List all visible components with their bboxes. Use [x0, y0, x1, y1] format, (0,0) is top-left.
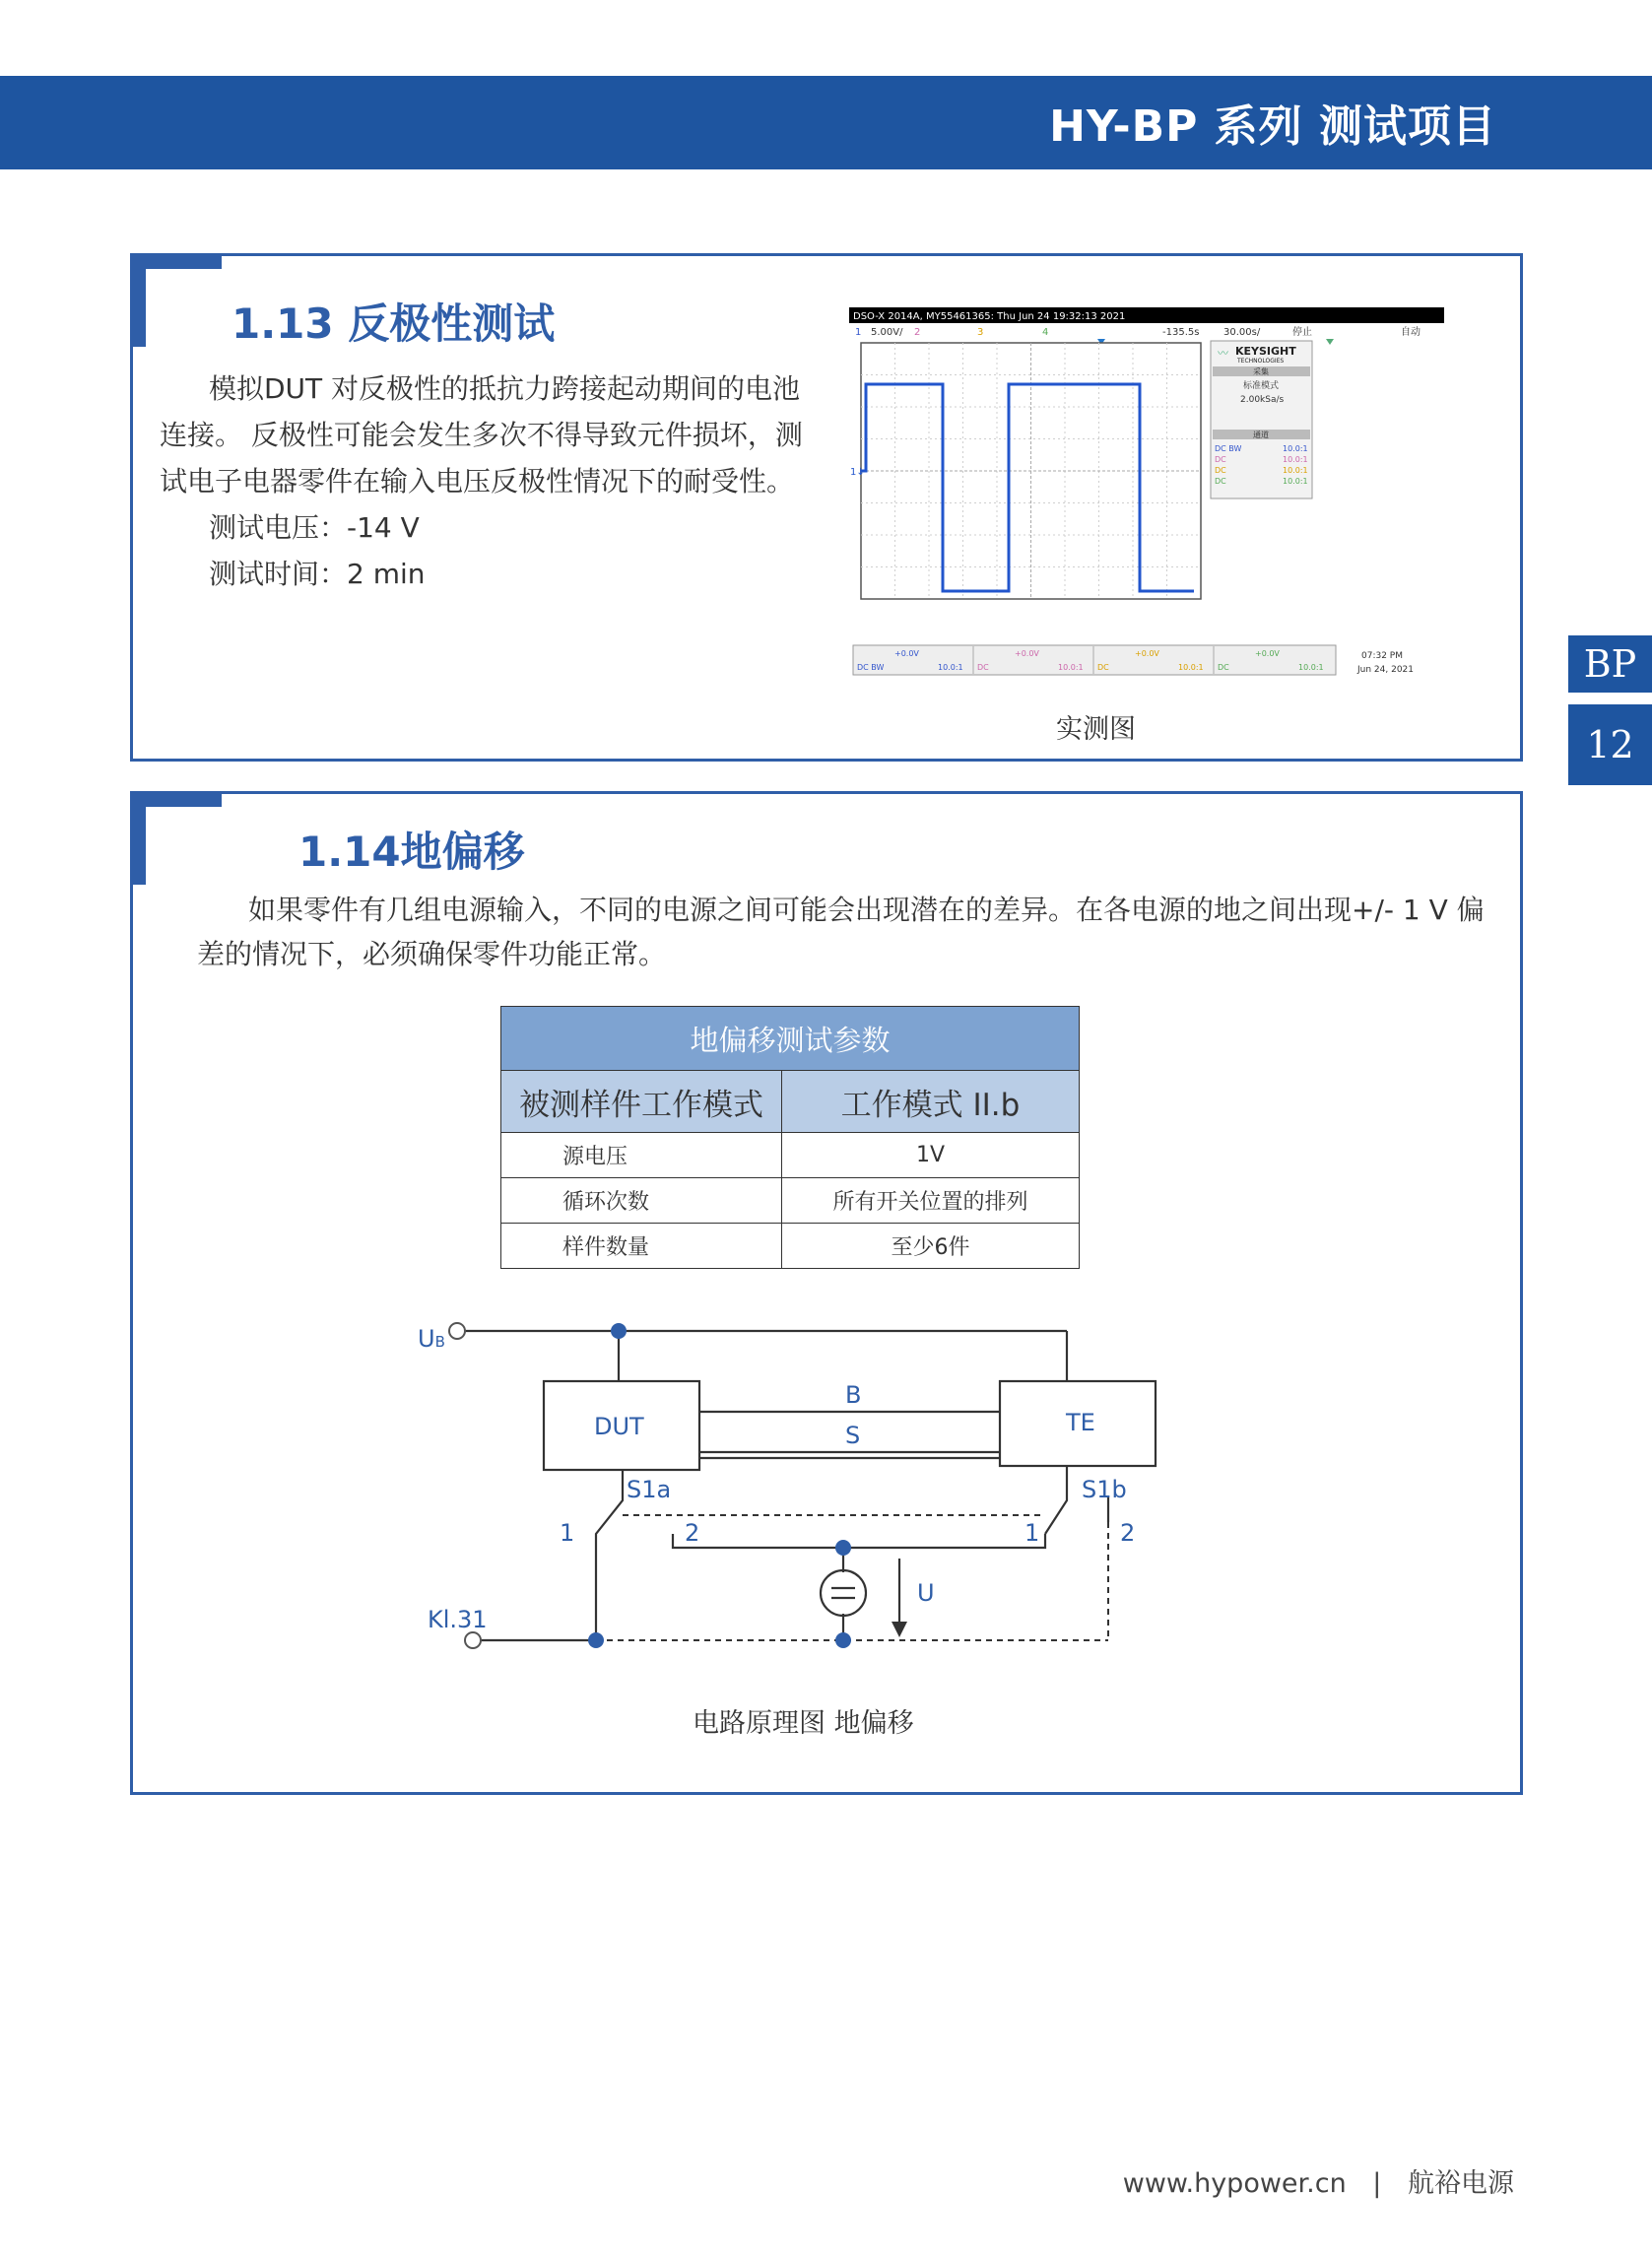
scope-ch2: 2 — [914, 327, 921, 338]
table-head-right: 工作模式 II.b — [782, 1071, 1080, 1133]
table-row-label: 源电压 — [501, 1133, 782, 1178]
table-row — [501, 1224, 1080, 1269]
node-kl31 — [588, 1632, 604, 1648]
scope-volts-div: 5.00V/ — [871, 327, 903, 338]
scope-channel-ratio: 10.0:1 — [1283, 455, 1308, 464]
scope-clock-time: 07:32 PM — [1361, 651, 1403, 661]
scope-channel-coupling: DC BW — [1215, 444, 1242, 453]
scope-side-panel — [1211, 341, 1312, 498]
oscilloscope-screenshot — [849, 305, 1444, 685]
test-time: 测试时间：2 min — [209, 558, 426, 590]
footer-website[interactable]: www.hypower.cn — [1122, 2168, 1347, 2199]
scope-bottom-offset: +0.0V — [1015, 649, 1039, 658]
section2-title: 1.14地偏移 — [298, 828, 525, 876]
b-label: B — [845, 1381, 862, 1409]
scope-ch3: 3 — [977, 327, 984, 338]
switch-s1a-1 — [596, 1470, 623, 1640]
u-arrow-head-icon — [892, 1622, 907, 1637]
ub-label: UB — [418, 1325, 445, 1353]
kl31-terminal — [465, 1632, 481, 1648]
scope-run-state: 停止 — [1292, 327, 1312, 338]
footer — [1123, 2161, 1514, 2200]
table-row-label: 样件数量 — [501, 1224, 782, 1269]
node-1-right-label: 1 — [1024, 1519, 1040, 1547]
node-source-top — [835, 1540, 851, 1556]
node-2-right-label: 2 — [1120, 1519, 1136, 1547]
scope-brand: KEYSIGHT — [1235, 345, 1296, 358]
header-title: HY-BP 系列 测试项目 — [1049, 101, 1496, 152]
dut-label: DUT — [594, 1413, 644, 1440]
section1-corner-left — [130, 253, 146, 347]
node-1-left-label: 1 — [560, 1519, 575, 1547]
table-row — [501, 1133, 1080, 1178]
scope-channels-label: 通道 — [1253, 431, 1269, 439]
keysight-logo-icon: 〰 — [1218, 347, 1228, 360]
u-label: U — [917, 1579, 935, 1607]
section2-caption: 电路原理图 地偏移 — [693, 1708, 914, 1739]
scope-bottom-coupling: DC — [977, 663, 989, 672]
scope-brand-sub: TECHNOLOGIES — [1237, 358, 1285, 365]
ground-offset-params-table — [500, 1006, 1080, 1269]
table-row-value: 所有开关位置的排列 — [782, 1178, 1080, 1224]
scope-acq-mode: 标准模式 — [1243, 381, 1280, 391]
node-dut-supply — [611, 1323, 627, 1339]
section1-line-1: 模拟DUT 对反极性的抵抗力跨接起动期间的电池 — [209, 372, 801, 405]
scope-bottom-coupling: DC — [1097, 663, 1109, 672]
scope-acq-label: 采集 — [1253, 367, 1269, 376]
side-tab-series: BP — [1568, 635, 1652, 693]
node-source-bottom — [835, 1632, 851, 1648]
test-voltage: 测试电压：-14 V — [209, 511, 420, 544]
scope-trigger-mode: 自动 — [1401, 327, 1421, 338]
table-title: 地偏移测试参数 — [501, 1007, 1080, 1071]
section1-title: 1.13 反极性测试 — [231, 299, 556, 348]
scope-sample-rate: 2.00kSa/s — [1240, 395, 1285, 405]
section1-line-2: 连接。 反极性可能会发生多次不得导致元件损坏，测 — [160, 419, 803, 451]
scope-channel-coupling: DC — [1215, 455, 1226, 464]
voltage-source-icon — [821, 1570, 866, 1616]
scope-header-text: DSO-X 2014A, MY55461365: Thu Jun 24 19:32:13 2021 — [853, 311, 1126, 322]
scope-bottom-ratio: 10.0:1 — [1058, 663, 1084, 672]
scope-channel-ratio: 10.0:1 — [1283, 466, 1308, 475]
ground-offset-circuit — [414, 1310, 1182, 1665]
scope-bottom-offset: +0.0V — [894, 649, 919, 658]
switch-s1b-1 — [1045, 1466, 1067, 1534]
scope-bottom-offset: +0.0V — [1255, 649, 1280, 658]
table-row-value: 1V — [782, 1133, 1080, 1178]
scope-ch1: 1 — [855, 327, 862, 338]
te-label: TE — [1066, 1409, 1095, 1436]
section2-line-2: 差的情况下，必须确保零件功能正常。 — [197, 938, 667, 970]
ub-terminal — [449, 1323, 465, 1339]
side-tab-page-number: 12 — [1568, 704, 1652, 785]
section2-corner-left — [130, 791, 146, 885]
scope-bottom-ratio: 10.0:1 — [938, 663, 963, 672]
section1-line-3: 试电子电器零件在输入电压反极性情况下的耐受性。 — [160, 465, 795, 498]
section2-line-1: 如果零件有几组电源输入，不同的电源之间可能会出现潜在的差异。在各电源的地之间出现+/- 1 V 偏 — [248, 894, 1485, 926]
s1b-label: S1b — [1082, 1476, 1127, 1503]
section1-caption: 实测图 — [1056, 714, 1136, 745]
table-row-value: 至少6件 — [782, 1224, 1080, 1269]
table-row-label: 循环次数 — [501, 1178, 782, 1224]
scope-bottom-coupling: DC — [1218, 663, 1229, 672]
s-label: S — [845, 1422, 861, 1449]
scope-bottom-offset: +0.0V — [1135, 649, 1159, 658]
footer-separator: | — [1372, 2168, 1382, 2199]
s1a-label: S1a — [627, 1476, 672, 1503]
footer-brand: 航裕电源 — [1408, 2168, 1514, 2199]
scope-ground-marker: 1↓ — [850, 467, 865, 478]
scope-clock-date: Jun 24, 2021 — [1357, 665, 1415, 675]
section1-paragraph — [160, 365, 803, 597]
wire-mid — [673, 1534, 1045, 1548]
scope-time-div: 30.00s/ — [1223, 327, 1261, 338]
scope-channel-ratio: 10.0:1 — [1283, 444, 1308, 453]
section2-paragraph — [197, 888, 1485, 976]
scope-ch4: 4 — [1042, 327, 1049, 338]
kl31-label: Kl.31 — [428, 1606, 488, 1633]
scope-bottom-coupling: DC BW — [857, 663, 885, 672]
table-row — [501, 1178, 1080, 1224]
scope-bottom-ratio: 10.0:1 — [1178, 663, 1204, 672]
scope-channel-ratio: 10.0:1 — [1283, 477, 1308, 486]
scope-bottom-ratio: 10.0:1 — [1298, 663, 1324, 672]
scope-channel-coupling: DC — [1215, 477, 1226, 486]
table-head-left: 被测样件工作模式 — [501, 1071, 782, 1133]
scope-delay: -135.5s — [1162, 327, 1200, 338]
node-2-left-label: 2 — [685, 1519, 700, 1547]
scope-channel-coupling: DC — [1215, 466, 1226, 475]
